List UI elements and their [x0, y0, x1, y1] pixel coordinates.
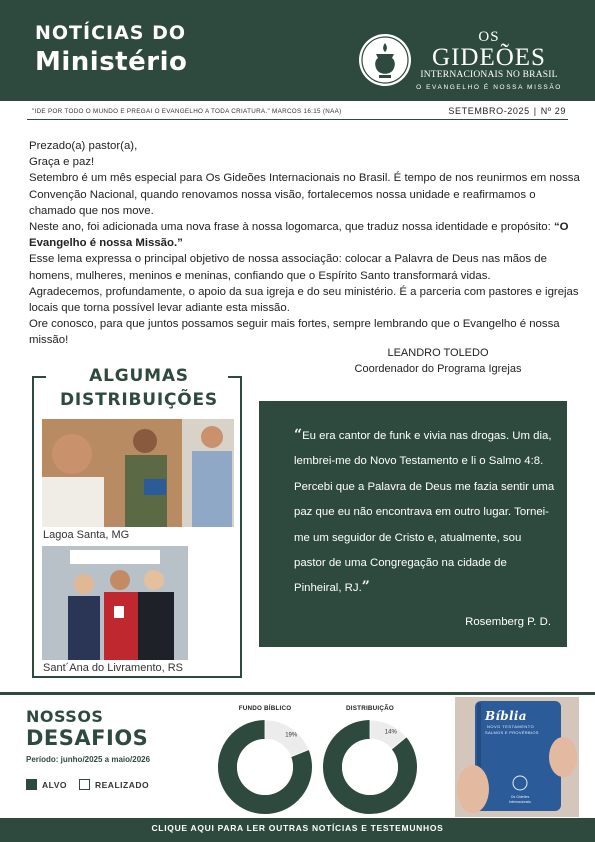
- letter-paragraph-2: [29, 219, 581, 251]
- bible-cover-title: Bíblia: [485, 709, 527, 723]
- footer-bar: [0, 818, 595, 842]
- challenges-period: Período: junho/2025 a maio/2026: [26, 755, 151, 764]
- letter-paragraph-2-text: Neste ano, foi adicionada uma nova frase à nossa logomarca, que traduz nossa identidade e propósito:: [29, 221, 554, 234]
- challenges-title-line2: DESAFIOS: [26, 726, 149, 750]
- legend-label-alvo: ALVO: [42, 779, 67, 790]
- letter-signature: [333, 345, 543, 377]
- letter-salutation: Graça e paz!: [29, 156, 95, 169]
- letter-paragraph-4: Agradecemos, profundamente, o apoio da sua igreja e do seu ministério. É a parceria com pastores e igrejas locais que torna possível levar adiante esta missão.: [29, 285, 579, 315]
- chart-title-distribuicao: DISTRIBUIÇÃO: [346, 705, 394, 712]
- edition-number: Nº 29: [540, 106, 566, 116]
- distributions-title-line1: ALGUMAS: [89, 366, 189, 386]
- distributions-title-line2: DISTRIBUIÇÕES: [60, 390, 218, 410]
- legend-label-realizado: REALIZADO: [95, 779, 150, 790]
- legend-swatch-alvo: [26, 779, 37, 790]
- bible-cover-subtitle-1: NOVO TESTAMENTO: [487, 724, 535, 729]
- verse-bar: [27, 106, 568, 120]
- brand-tagline: O EVANGELHO É NOSSA MISSÃO: [416, 84, 562, 91]
- header-banner: [0, 0, 595, 101]
- letter-paragraph-1: Setembro é um mês especial para Os Gideões Internacionais no Brasil. É tempo de nos reunirmos em nossa Convenção Nacional, quando renovamos nossa visão, fortalecemos nossa unidade e reafirmamos o chamado que nos move.: [29, 172, 580, 217]
- gideons-emblem-icon: [359, 34, 411, 86]
- open-quote-mark: “: [294, 427, 303, 443]
- donut-hole: [342, 739, 398, 795]
- testimonial-quote: [294, 424, 556, 602]
- letter-greeting: Prezado(a) pastor(a),: [29, 140, 138, 152]
- legend-item-realizado: [79, 779, 149, 790]
- pastor-letter: [29, 138, 581, 349]
- testimonial-box: [259, 401, 567, 647]
- edition-separator: |: [533, 106, 537, 116]
- close-quote-mark: ”: [361, 579, 370, 596]
- bible-cover-subtitle-2: SALMOS E PROVÉRBIOS: [485, 730, 539, 735]
- distributions-panel: [32, 366, 242, 678]
- legend-swatch-realizado: [79, 779, 90, 790]
- distribution-photo-2: [42, 546, 188, 660]
- brand-os: OS: [478, 29, 500, 45]
- more-news-link[interactable]: CLIQUE AQUI PARA LER OUTRAS NOTÍCIAS E TESTEMUNHOS: [151, 823, 444, 833]
- distributions-title: [34, 364, 244, 412]
- brand-subtitle: INTERNACIONAIS NO BRASIL: [420, 70, 558, 80]
- challenges-title-line1: NOSSOS: [26, 707, 104, 726]
- edition-info: [448, 106, 566, 116]
- challenges-heading: [26, 708, 206, 764]
- brand-name: GIDEÕES: [432, 44, 546, 71]
- bible-cover-footer: Os Gideões Internacionais: [509, 795, 531, 804]
- newsletter-title: [35, 24, 187, 75]
- brand-wordmark: [414, 30, 564, 91]
- donut-chart-fundo-biblico: [215, 717, 315, 817]
- letter-motto: “O Evangelho é nossa Missão.”: [29, 221, 569, 250]
- section-divider: [0, 692, 595, 695]
- edition-date: SETEMBRO-2025: [448, 106, 530, 116]
- signer-role: Coordenador do Programa Igrejas: [354, 363, 522, 375]
- distribution-caption-1: Lagoa Santa, MG: [43, 529, 130, 541]
- chart-title-fundo-biblico: FUNDO BÍBLICO: [238, 705, 292, 712]
- donut-percent-label: 14%: [384, 729, 397, 736]
- donut-percent-label: 19%: [285, 732, 298, 739]
- newsletter-title-line1: NOTÍCIAS DO: [35, 22, 187, 44]
- signer-name: LEANDRO TOLEDO: [387, 347, 489, 359]
- letter-paragraph-5: Ore conosco, para que juntos possamos seguir mais fortes, sempre lembrando que o Evangelho é nossa missão!: [29, 318, 560, 347]
- bible-verse: "IDE POR TODO O MUNDO E PREGAI O EVANGELHO A TODA CRIATURA." MARCOS 16:15 (NAA): [32, 108, 342, 115]
- distribution-caption-2: Sant´Ana do Livramento, RS: [43, 662, 184, 674]
- donut-chart-distribuicao: [320, 717, 420, 817]
- legend-item-alvo: [26, 779, 67, 790]
- testimonial-text: Eu era cantor de funk e vivia nas drogas. Um dia, lembrei-me do Novo Testamento e li o Salmo 4:8. Percebi que a Palavra de Deus me fazia sentir uma paz que eu não encontrava em outro lugar. Tornei-me um seguidor de Cristo e, atualmente, sou pastor de uma Congregação na cidade de Pinheiral, RJ.: [294, 430, 555, 595]
- testimonial-author: Rosemberg P. D.: [465, 616, 551, 628]
- newsletter-title-line2: Ministério: [35, 47, 188, 77]
- donut-hole: [237, 739, 293, 795]
- bible-photo: [455, 697, 579, 817]
- letter-paragraph-3: Esse lema expressa o principal objetivo de nossa associação: colocar a Palavra de Deus nas mãos de homens, mulheres, meninos e meninas, confiando que o Espírito Santo transformará vidas.: [29, 253, 547, 282]
- distribution-photo-1: [42, 419, 234, 527]
